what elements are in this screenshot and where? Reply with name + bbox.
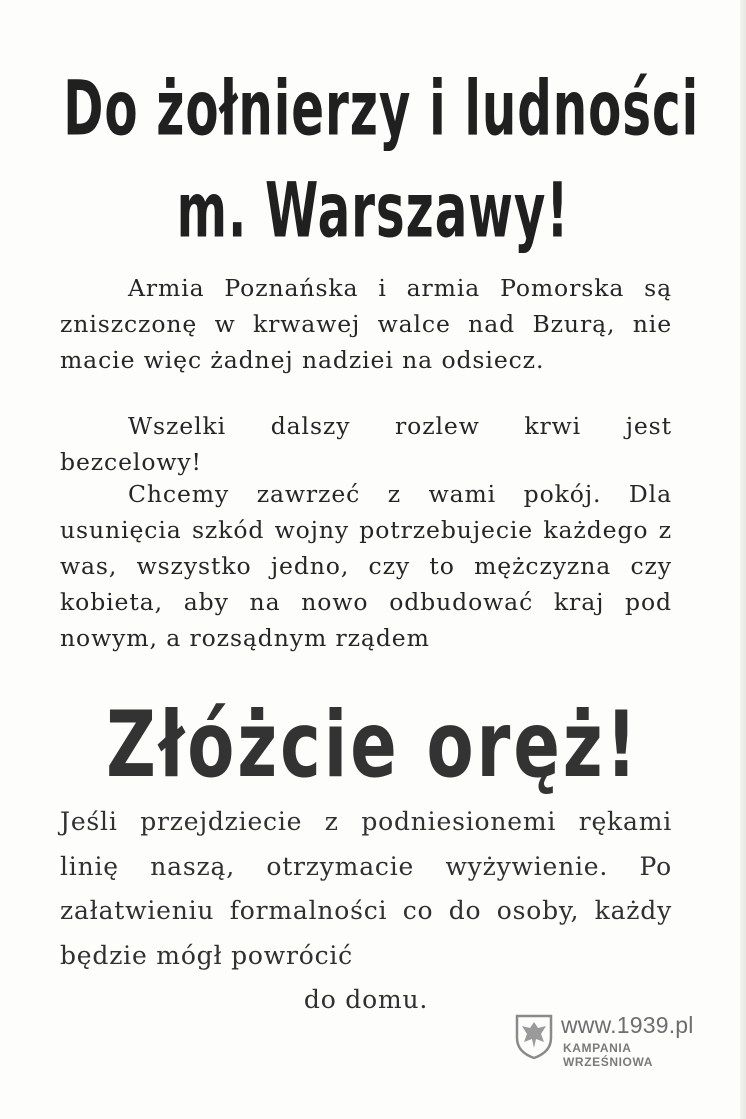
paragraph-peace (60, 476, 672, 656)
page-edge (740, 0, 746, 1119)
paragraph-bloodshed-text: Wszelki dalszy rozlew krwi jest bezcelowy! (60, 412, 672, 476)
headline-line-1: Do żołnierzy i ludności (63, 66, 700, 154)
slogan-lay-down-arms: Złóżcie oręż! (106, 691, 640, 799)
watermark (513, 1010, 723, 1069)
paragraph-surrender-text: Jeśli przejdziecie z podniesionemi rękami linię naszą, otrzymacie wyżywienie. Po załatwieniu formalności co do osoby, każdy będzie mógł powrócić (60, 807, 672, 970)
paragraph-surrender (60, 800, 672, 1023)
watermark-subtitle: KAMPANIA WRZEŚNIOWA (563, 1041, 653, 1069)
paragraph-bloodshed (60, 408, 672, 480)
eagle-shield-icon (513, 1012, 555, 1060)
paragraph-armies (60, 270, 672, 378)
paragraph-peace-text: Chcemy zawrzeć z wami pokój. Dla usunięcia szkód wojny potrzebujecie każdego z was, wszystko jedno, czy to mężczyzna czy kobieta, aby na nowo odbudować kraj pod nowym, a rozsądnym rządem (60, 480, 672, 652)
paragraph-armies-text: Armia Poznańska i armia Pomorska są zniszczonę w krwawej walce nad Bzurą, nie macie więc żadnej nadziei na odsiecz. (60, 274, 672, 374)
paragraph-surrender-last-line: do domu. (303, 985, 429, 1014)
watermark-url: www.1939.pl (561, 1012, 694, 1038)
headline-line-2: m. Warszawy! (176, 168, 570, 256)
